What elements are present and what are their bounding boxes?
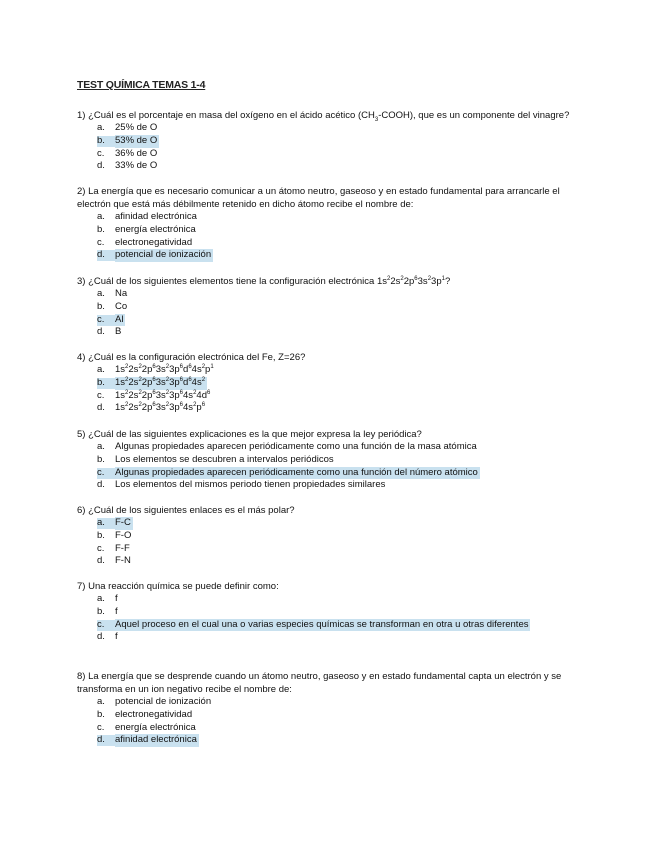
superscript: 6 xyxy=(188,363,192,370)
option-letter: b. xyxy=(97,376,105,388)
option-text: f xyxy=(115,605,118,617)
orbital: 3s xyxy=(417,276,428,287)
option-a[interactable] xyxy=(77,122,597,135)
option-c[interactable] xyxy=(77,314,597,327)
orbital: d xyxy=(183,364,189,375)
option-text: Algunas propiedades aparecen periódicamente como una función de la masa atómica xyxy=(115,441,477,452)
option-text: f xyxy=(115,631,118,643)
option-d[interactable] xyxy=(77,555,597,568)
option-letter: c. xyxy=(97,313,105,325)
superscript: 6 xyxy=(206,389,211,396)
option-a[interactable] xyxy=(77,696,597,709)
option-text: electronegatividad xyxy=(115,236,193,248)
option-a[interactable] xyxy=(77,441,597,454)
option-text: energía electrónica xyxy=(115,223,196,235)
question-text: 5) ¿Cuál de las siguientes explicaciones es la que mejor expresa la ley periódica? xyxy=(77,429,422,440)
option-letter: d. xyxy=(97,160,105,172)
orbital: p xyxy=(205,364,211,375)
option-a[interactable] xyxy=(77,364,597,377)
question-3 xyxy=(77,275,597,339)
superscript: 2 xyxy=(125,363,129,370)
question-text-part: -COOH), que es un componente del vinagre? xyxy=(378,110,570,121)
option-text: F-N xyxy=(115,555,131,567)
orbital: 1s xyxy=(115,389,126,401)
question-7 xyxy=(77,580,597,644)
option-letter: a. xyxy=(97,364,105,375)
superscript: 2 xyxy=(193,402,197,409)
option-letter: c. xyxy=(97,147,105,159)
superscript: 2 xyxy=(201,363,206,370)
option-text: afinidad electrónica xyxy=(115,734,197,746)
question-text: 8) La energía que se desprende cuando un átomo neutro, gaseoso y en estado fundamental capta un electrón y se transforma en un ion negativo recibe el nombre de: xyxy=(77,671,562,695)
option-letter: a. xyxy=(97,593,105,604)
superscript: 6 xyxy=(201,402,206,409)
option-c[interactable] xyxy=(77,237,597,250)
orbital: 4s xyxy=(183,402,194,414)
option-letter: a. xyxy=(97,517,105,528)
superscript: 6 xyxy=(152,363,156,370)
superscript: 2 xyxy=(386,275,391,282)
superscript: 1 xyxy=(210,363,214,370)
superscript: 2 xyxy=(427,275,432,282)
orbital: 3s xyxy=(155,389,166,401)
subscript: 3 xyxy=(374,116,379,123)
option-text: Aquel proceso en el cual una o varias especies químicas se transforman en otra u otras diferentes xyxy=(115,618,529,630)
option-a[interactable] xyxy=(77,517,597,530)
orbital: 3s xyxy=(155,402,166,414)
option-letter: b. xyxy=(97,223,105,235)
orbital: 1s xyxy=(115,364,126,375)
superscript: 2 xyxy=(138,376,142,383)
orbital: 1s xyxy=(115,376,126,388)
options-list xyxy=(77,211,597,262)
orbital: 2p xyxy=(141,402,153,414)
superscript: 2 xyxy=(165,363,170,370)
option-text: 25% de O xyxy=(115,122,158,133)
question-text-part: 1) ¿Cuál es el porcentaje en masa del oxígeno en el ácido acético (CH xyxy=(77,110,375,121)
orbital: 2s xyxy=(128,389,139,401)
option-letter: a. xyxy=(97,696,105,707)
option-letter: b. xyxy=(97,529,105,541)
option-d[interactable] xyxy=(77,402,597,415)
superscript: 2 xyxy=(125,402,129,409)
orbital: 2s xyxy=(128,364,139,375)
orbital: 3p xyxy=(169,376,180,388)
option-text: Los elementos del mismos periodo tienen propiedades similares xyxy=(115,479,386,491)
superscript: 2 xyxy=(138,363,142,370)
option-c[interactable] xyxy=(77,467,597,480)
options-list xyxy=(77,288,597,339)
option-letter: b. xyxy=(97,300,105,312)
option-d[interactable] xyxy=(77,734,597,747)
orbital: 3p xyxy=(169,389,180,401)
option-text: Los elementos se descubren a intervalos periódicos xyxy=(115,453,334,465)
superscript: 6 xyxy=(152,389,156,396)
superscript: 6 xyxy=(179,402,184,409)
question-5 xyxy=(77,428,597,492)
options-list xyxy=(77,696,597,747)
option-text: 53% de O xyxy=(115,134,158,146)
option-letter: b. xyxy=(97,134,105,146)
option-text: F-F xyxy=(115,542,130,554)
option-a[interactable] xyxy=(77,211,597,224)
question-text: 2) La energía que es necesario comunicar a un átomo neutro, gaseoso y en estado fundamental para arrancarle el electrón que está más débilmente retenido en dicho átomo recibe el nombre de: xyxy=(77,186,560,210)
electron-config xyxy=(115,402,207,415)
option-letter: d. xyxy=(97,555,105,567)
superscript: 6 xyxy=(179,376,184,383)
option-b[interactable] xyxy=(77,301,597,314)
option-letter: d. xyxy=(97,479,105,491)
superscript: 2 xyxy=(400,275,404,282)
orbital: 2s xyxy=(128,402,139,414)
document-title: TEST QUÍMICA TEMAS 1-4 xyxy=(77,79,206,91)
orbital: 1s xyxy=(115,402,126,414)
option-letter: c. xyxy=(97,466,105,478)
option-letter: d. xyxy=(97,631,105,643)
question-4 xyxy=(77,351,597,415)
option-text: potencial de ionización xyxy=(115,249,212,261)
superscript: 6 xyxy=(179,389,184,396)
question-text: 4) ¿Cuál es la configuración electrónica del Fe, Z=26? xyxy=(77,352,306,363)
superscript: 2 xyxy=(201,376,206,383)
option-text: energía electrónica xyxy=(115,721,196,733)
superscript: 2 xyxy=(165,389,170,396)
superscript: 2 xyxy=(125,376,129,383)
electron-config xyxy=(115,377,207,390)
options-list xyxy=(77,122,597,173)
superscript: 6 xyxy=(152,402,156,409)
option-text: potencial de ionización xyxy=(115,696,212,707)
option-letter: d. xyxy=(97,734,105,746)
option-d[interactable] xyxy=(77,249,597,262)
option-text: 33% de O xyxy=(115,160,158,172)
option-letter: c. xyxy=(97,542,105,554)
orbital: 3s xyxy=(155,364,166,375)
option-b[interactable] xyxy=(77,530,597,543)
options-list xyxy=(77,364,597,415)
option-d[interactable] xyxy=(77,479,597,492)
question-1 xyxy=(77,109,597,173)
option-b[interactable] xyxy=(77,606,597,619)
option-letter: c. xyxy=(97,236,105,248)
option-text: Na xyxy=(115,288,128,299)
option-letter: a. xyxy=(97,288,105,299)
option-b[interactable] xyxy=(77,377,597,390)
electron-config xyxy=(115,390,212,403)
options-list xyxy=(77,441,597,492)
question-8 xyxy=(77,670,597,747)
superscript: 2 xyxy=(165,402,170,409)
option-letter: a. xyxy=(97,122,105,133)
option-text: afinidad electrónica xyxy=(115,211,197,222)
superscript: 6 xyxy=(188,376,192,383)
option-letter: a. xyxy=(97,211,105,222)
orbital: 2s xyxy=(390,276,401,287)
option-letter: c. xyxy=(97,721,105,733)
option-letter: b. xyxy=(97,708,105,720)
orbital: p xyxy=(196,402,202,414)
option-b[interactable] xyxy=(77,454,597,467)
question-text xyxy=(77,275,597,288)
option-b[interactable] xyxy=(77,709,597,722)
option-text: Al xyxy=(115,313,124,325)
superscript: 1 xyxy=(441,275,445,282)
option-text: B xyxy=(115,326,122,338)
superscript: 2 xyxy=(138,389,142,396)
orbital: 2s xyxy=(128,376,139,388)
option-letter: b. xyxy=(97,453,105,465)
option-d[interactable] xyxy=(77,160,597,173)
options-list xyxy=(77,517,597,568)
question-2 xyxy=(77,185,597,262)
question-text-part: ? xyxy=(444,276,451,287)
orbital: 2p xyxy=(141,376,153,388)
superscript: 2 xyxy=(138,402,142,409)
option-c[interactable] xyxy=(77,722,597,735)
option-c[interactable] xyxy=(77,148,597,161)
option-text: F-C xyxy=(115,517,131,528)
orbital: 4s xyxy=(183,389,194,401)
orbital: 4s xyxy=(191,376,202,388)
option-text: Algunas propiedades aparecen periódicamente como una función del número atómico xyxy=(115,466,478,478)
superscript: 6 xyxy=(414,275,418,282)
option-a[interactable] xyxy=(77,288,597,301)
orbital: 3p xyxy=(169,364,180,375)
superscript: 2 xyxy=(193,389,197,396)
option-text: F-O xyxy=(115,529,132,541)
orbital: 3p xyxy=(169,402,180,414)
superscript: 6 xyxy=(179,363,184,370)
option-b[interactable] xyxy=(77,135,597,148)
orbital: 4d xyxy=(196,389,207,401)
orbital: d xyxy=(183,376,189,388)
option-letter: a. xyxy=(97,441,105,452)
option-c[interactable] xyxy=(77,619,597,632)
option-letter: c. xyxy=(97,618,105,630)
option-letter: d. xyxy=(97,402,105,414)
question-6 xyxy=(77,504,597,568)
option-d[interactable] xyxy=(77,631,597,644)
option-letter: d. xyxy=(97,326,105,338)
option-a[interactable] xyxy=(77,593,597,606)
question-text-part: 3) ¿Cuál de los siguientes elementos tiene la configuración electrónica 1s xyxy=(77,276,387,287)
orbital: 3p xyxy=(431,276,442,287)
superscript: 2 xyxy=(125,389,129,396)
options-list xyxy=(77,593,597,644)
question-text: 6) ¿Cuál de los siguientes enlaces es el más polar? xyxy=(77,505,295,516)
option-c[interactable] xyxy=(77,390,597,403)
option-letter: b. xyxy=(97,605,105,617)
question-text xyxy=(77,109,597,122)
orbital: 4s xyxy=(191,364,202,375)
superscript: 2 xyxy=(165,376,170,383)
question-text: 7) Una reacción química se puede definir como: xyxy=(77,581,279,592)
option-text: Co xyxy=(115,300,128,312)
orbital: 2p xyxy=(141,364,153,375)
option-text: f xyxy=(115,593,118,604)
option-letter: c. xyxy=(97,389,105,401)
option-b[interactable] xyxy=(77,224,597,237)
option-c[interactable] xyxy=(77,543,597,556)
electron-config xyxy=(115,364,216,377)
orbital: 2p xyxy=(141,389,153,401)
orbital: 2p xyxy=(403,276,415,287)
option-d[interactable] xyxy=(77,326,597,339)
option-text: 36% de O xyxy=(115,147,158,159)
orbital: 3s xyxy=(155,376,166,388)
option-text: electronegatividad xyxy=(115,708,193,720)
option-letter: d. xyxy=(97,249,105,261)
superscript: 6 xyxy=(152,376,156,383)
